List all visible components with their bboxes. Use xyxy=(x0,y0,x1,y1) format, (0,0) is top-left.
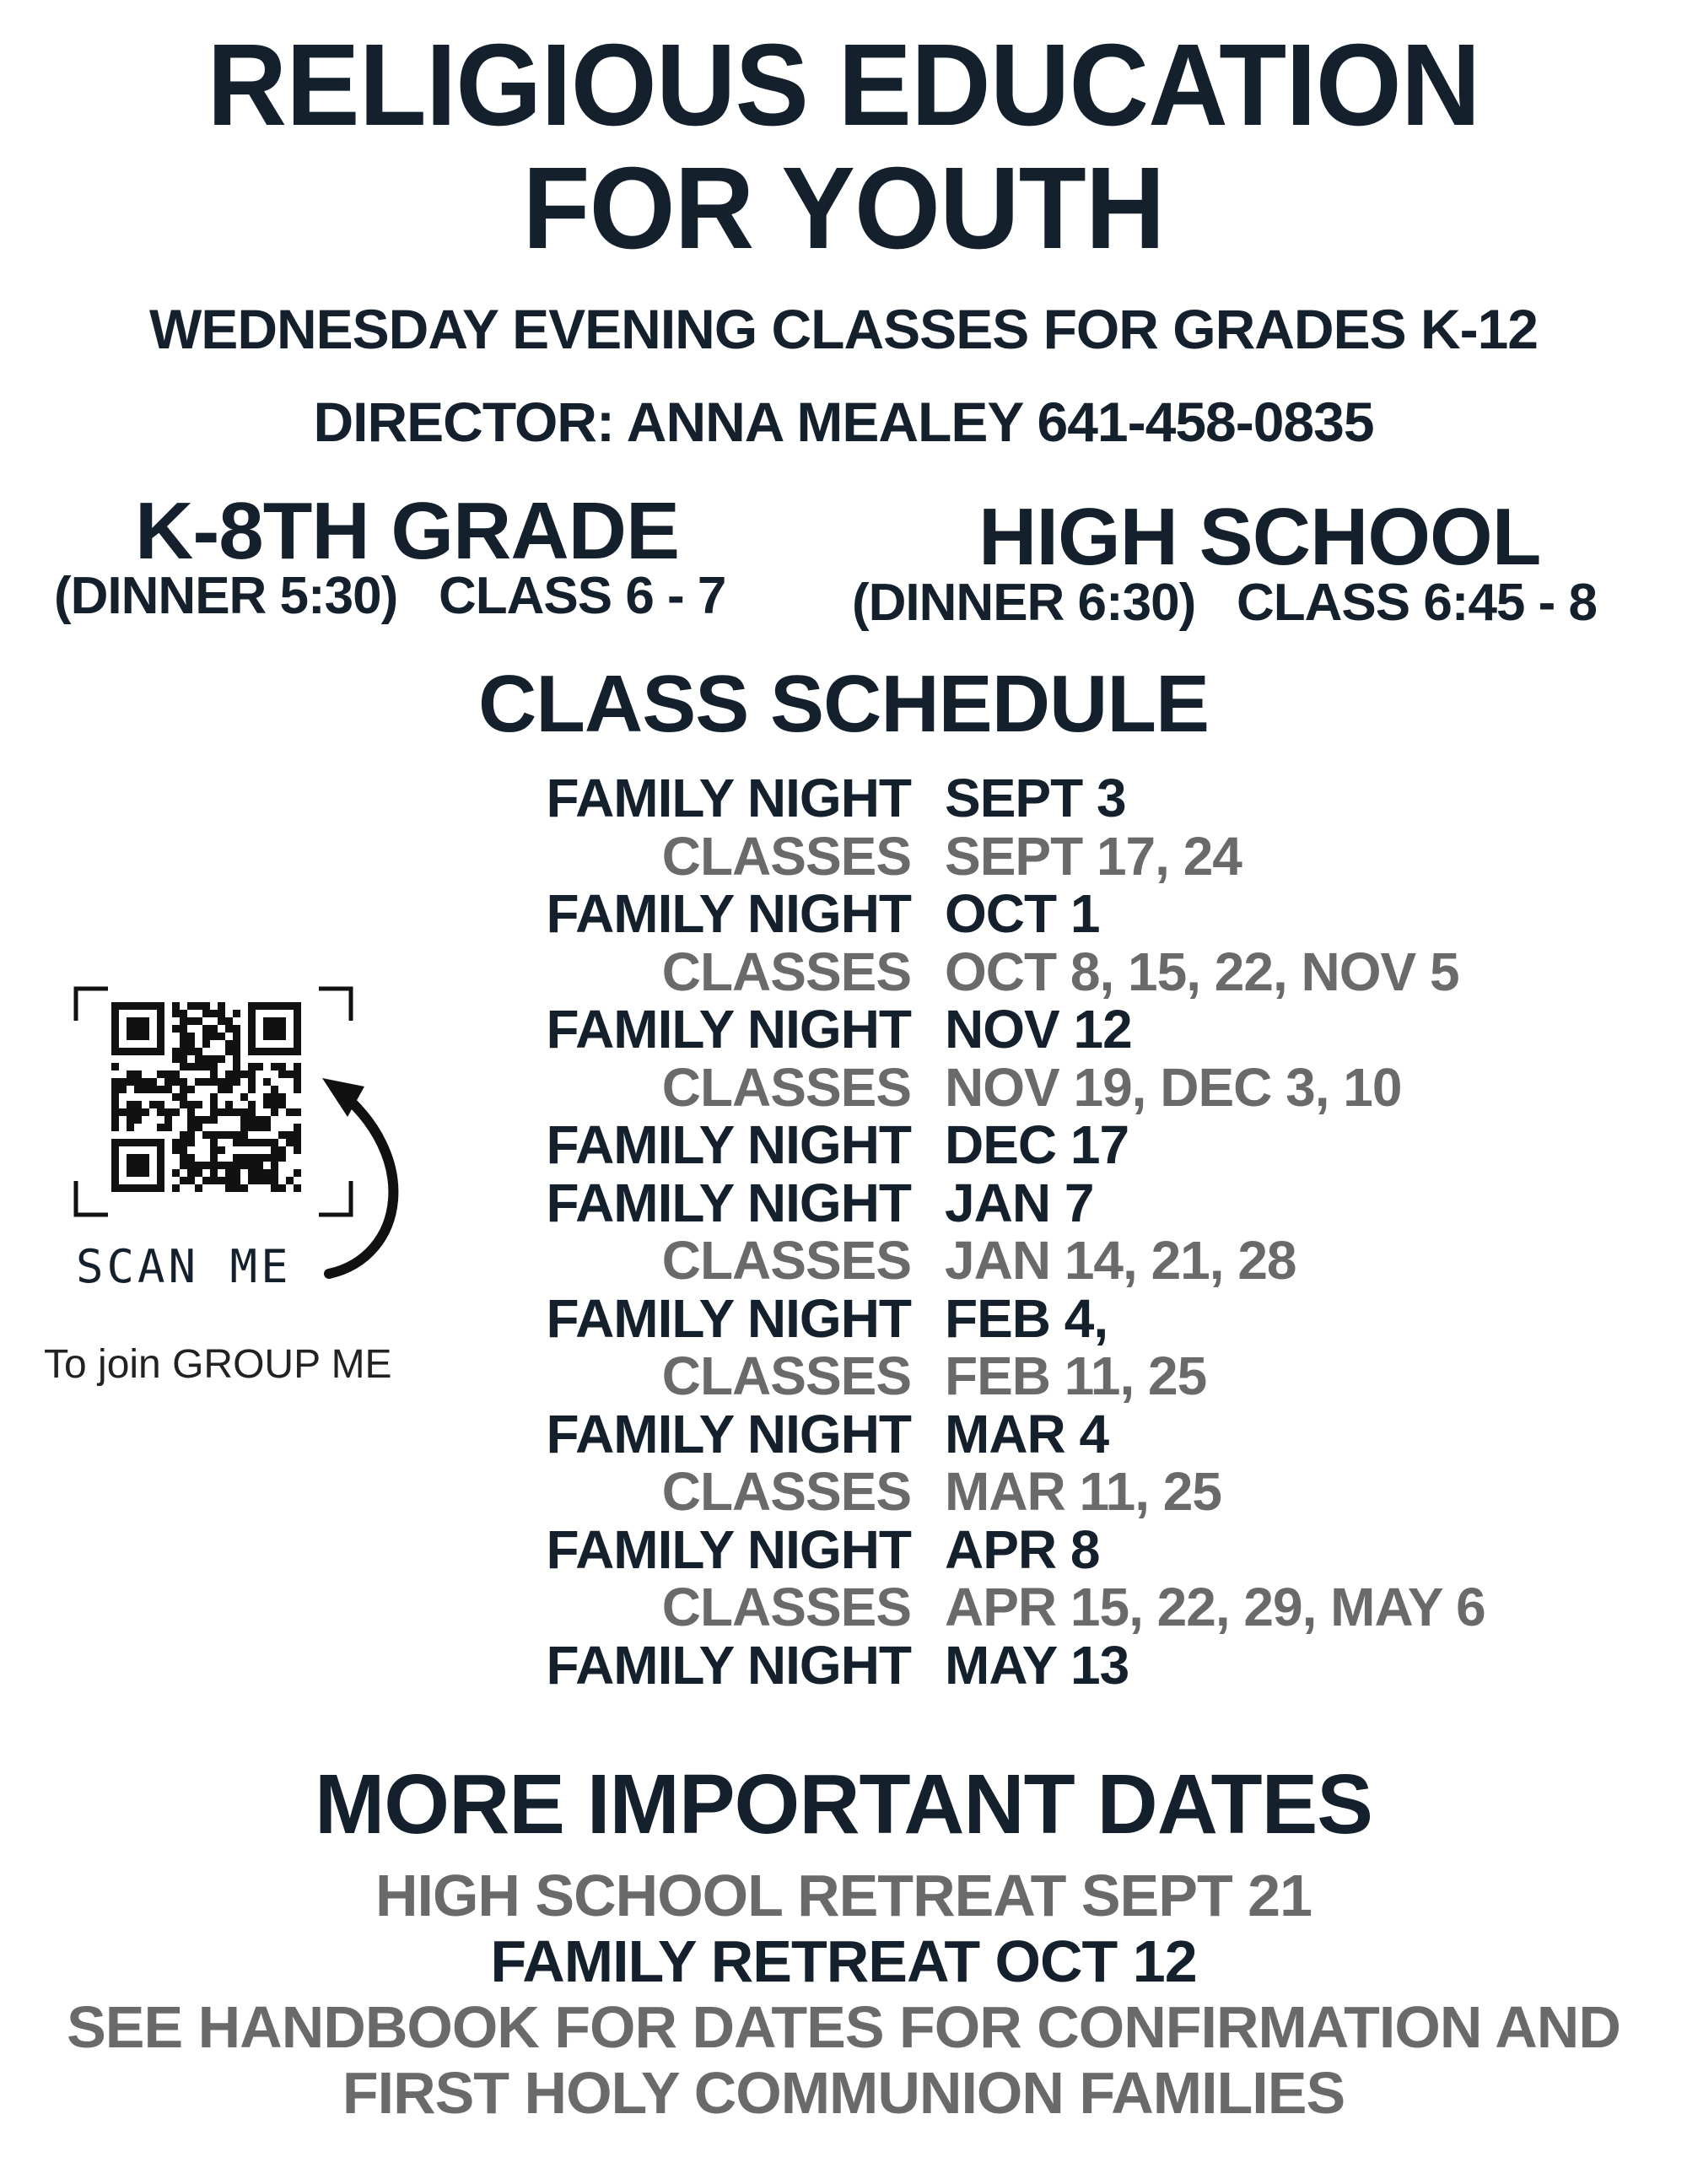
schedule-label: FAMILY NIGHT xyxy=(546,1403,911,1464)
schedule-dates: JAN 14, 21, 28 xyxy=(945,1230,1296,1291)
subtitle: WEDNESDAY EVENING CLASSES FOR GRADES K-12 xyxy=(149,298,1538,360)
schedule-dates: DEC 17 xyxy=(945,1114,1129,1175)
schedule-label: FAMILY NIGHT xyxy=(546,1287,911,1349)
important-date-item: FAMILY RETREAT OCT 12 xyxy=(490,1928,1197,1994)
schedule-row xyxy=(472,825,1569,887)
schedule-row xyxy=(472,1232,1569,1290)
more-dates-list xyxy=(0,1863,1687,2126)
schedule-row xyxy=(472,885,1569,943)
schedule-row xyxy=(472,1116,1569,1174)
important-date-item: FIRST HOLY COMMUNION FAMILIES xyxy=(342,2060,1345,2126)
class-schedule xyxy=(472,769,1569,1694)
schedule-label: FAMILY NIGHT xyxy=(546,1172,911,1233)
schedule-label: FAMILY NIGHT xyxy=(546,999,911,1060)
k8-heading: K-8TH GRADE xyxy=(135,486,680,576)
schedule-row xyxy=(472,943,1569,1001)
schedule-row xyxy=(472,1578,1569,1637)
schedule-label: CLASSES xyxy=(661,1345,911,1406)
schedule-dates: NOV 19, DEC 3, 10 xyxy=(945,1056,1402,1118)
schedule-label: FAMILY NIGHT xyxy=(546,768,911,828)
schedule-label: CLASSES xyxy=(661,1461,911,1522)
more-dates-title: MORE IMPORTANT DATES xyxy=(314,1757,1373,1852)
schedule-dates: APR 8 xyxy=(945,1518,1100,1580)
title-line-2: FOR YOUTH xyxy=(522,143,1165,273)
important-date-item: HIGH SCHOOL RETREAT SEPT 21 xyxy=(375,1863,1312,1928)
high-school-details: (DINNER 6:30) CLASS 6:45 - 8 xyxy=(852,574,1597,632)
schedule-label: CLASSES xyxy=(661,825,911,887)
schedule-row xyxy=(472,1634,1569,1696)
schedule-title: CLASS SCHEDULE xyxy=(477,659,1210,749)
director-contact: DIRECTOR: ANNA MEALEY 641-458-0835 xyxy=(313,391,1374,453)
schedule-label: FAMILY NIGHT xyxy=(546,1518,911,1580)
high-school-heading: HIGH SCHOOL xyxy=(978,492,1541,582)
schedule-label: FAMILY NIGHT xyxy=(546,883,911,944)
schedule-label: CLASSES xyxy=(661,941,911,1002)
schedule-dates: SEPT 3 xyxy=(945,768,1126,828)
schedule-dates: SEPT 17, 24 xyxy=(945,825,1242,887)
group-me-caption: To join GROUP ME xyxy=(44,1342,392,1387)
schedule-label: CLASSES xyxy=(661,1230,911,1291)
schedule-label: FAMILY NIGHT xyxy=(546,1114,911,1175)
schedule-label: CLASSES xyxy=(661,1577,911,1637)
schedule-row xyxy=(472,1056,1569,1118)
schedule-row xyxy=(472,1000,1569,1059)
schedule-row xyxy=(472,1518,1569,1580)
schedule-dates: APR 15, 22, 29, MAY 6 xyxy=(945,1577,1485,1637)
schedule-dates: JAN 7 xyxy=(945,1172,1094,1233)
schedule-row xyxy=(472,1287,1569,1349)
schedule-row xyxy=(472,1174,1569,1232)
schedule-label: CLASSES xyxy=(661,1056,911,1118)
k8-details: (DINNER 5:30) CLASS 6 - 7 xyxy=(54,567,726,625)
schedule-dates: NOV 12 xyxy=(945,999,1132,1060)
title-line-1: RELIGIOUS EDUCATION xyxy=(207,20,1480,150)
important-date-item: SEE HANDBOOK FOR DATES FOR CONFIRMATION AND xyxy=(67,1994,1620,2060)
schedule-dates: FEB 4, xyxy=(945,1287,1108,1349)
schedule-dates: OCT 8, 15, 22, NOV 5 xyxy=(945,941,1459,1002)
schedule-label: FAMILY NIGHT xyxy=(546,1634,911,1696)
schedule-dates: MAY 13 xyxy=(945,1634,1129,1696)
schedule-row xyxy=(472,769,1569,828)
scan-me-label: SCAN ME xyxy=(76,1240,292,1293)
schedule-row xyxy=(472,1347,1569,1405)
schedule-dates: MAR 11, 25 xyxy=(945,1461,1221,1522)
schedule-dates: MAR 4 xyxy=(945,1403,1109,1464)
schedule-dates: OCT 1 xyxy=(945,883,1100,944)
schedule-row xyxy=(472,1405,1569,1464)
schedule-dates: FEB 11, 25 xyxy=(945,1345,1207,1406)
schedule-row xyxy=(472,1463,1569,1521)
page-title xyxy=(0,20,1687,273)
